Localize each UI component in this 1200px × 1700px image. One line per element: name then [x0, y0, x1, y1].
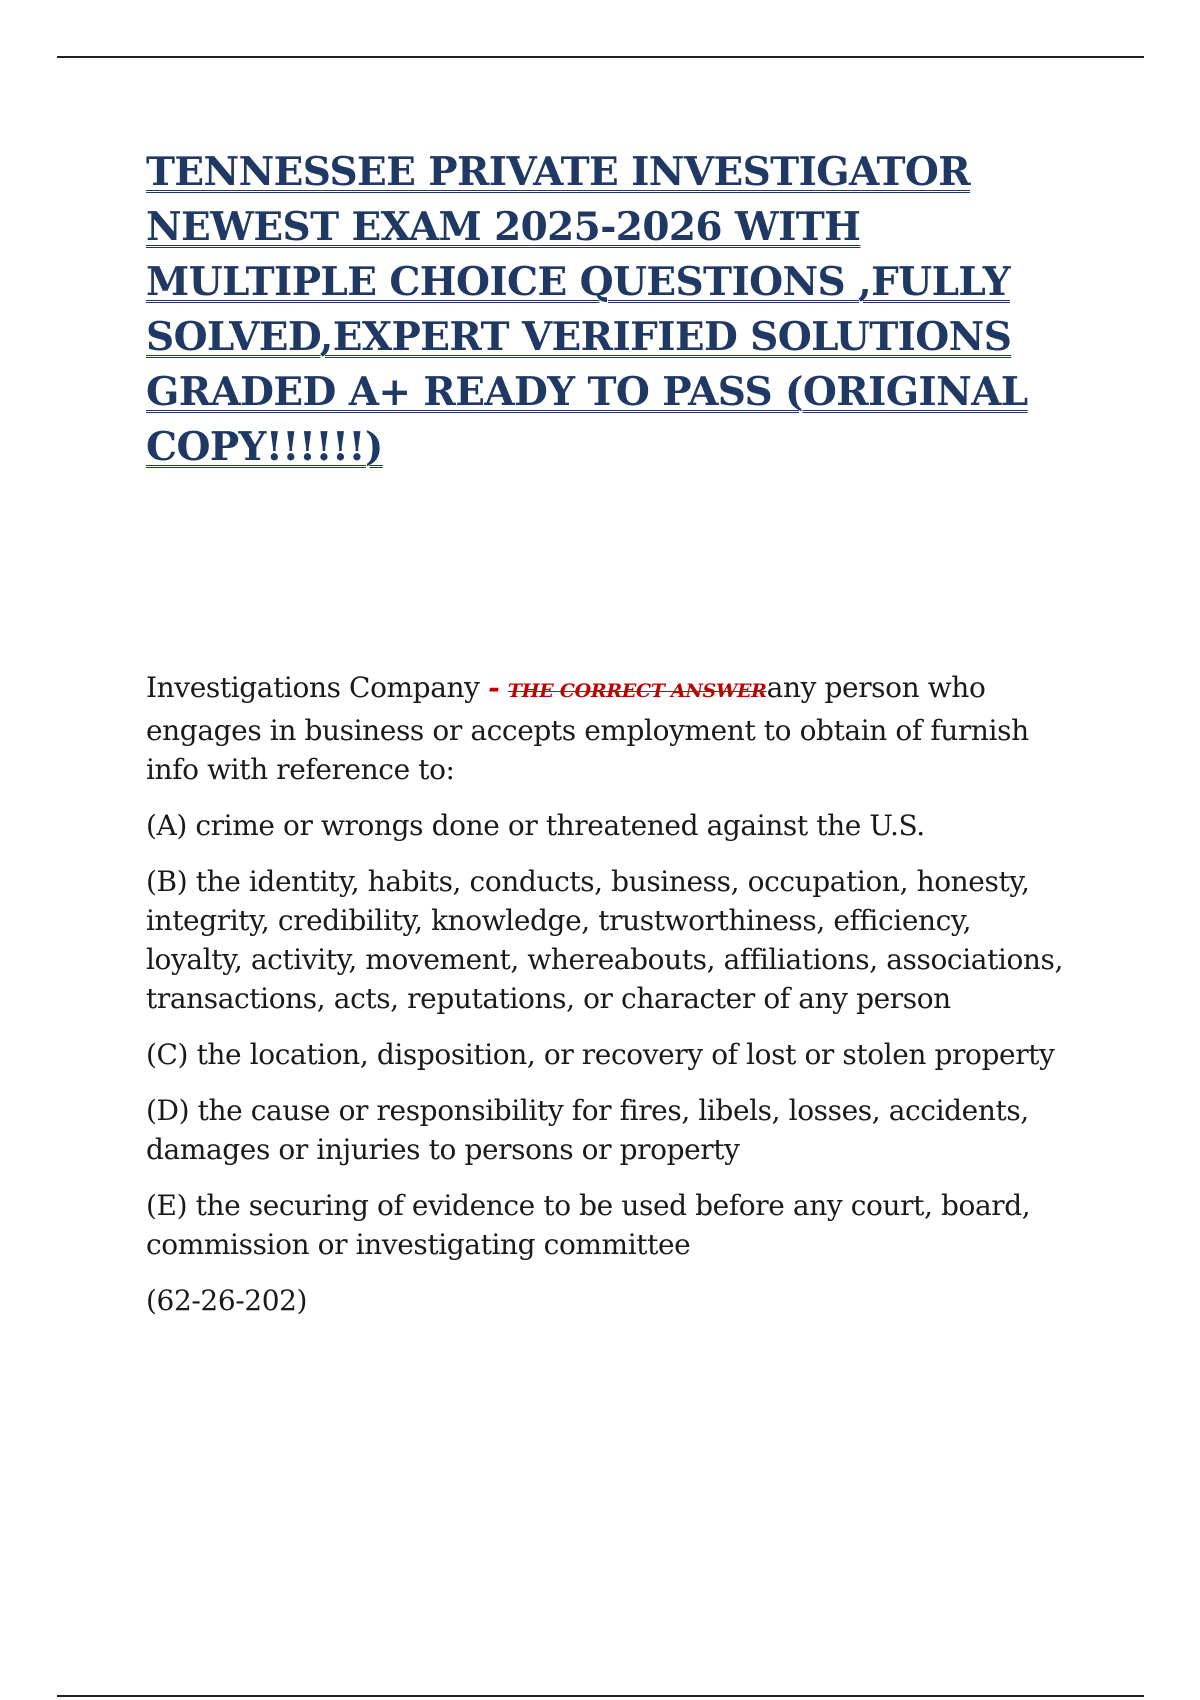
- list-item-c: (C) the location, disposition, or recovery of lost or stolen property: [146, 1038, 1055, 1071]
- question-definition: [146, 668, 1066, 789]
- document-title: TENNESSEE PRIVATE INVESTIGATOR NEWEST EXAM 2025-2026 WITH MULTIPLE CHOICE QUESTIONS ,FULLY SOLVED,EXPERT VERIFIED SOLUTIONS GRADED A+ READY TO PASS (ORIGINAL COPY!!!!!!): [146, 149, 1028, 470]
- question-block: [146, 668, 1066, 1337]
- bottom-divider: [57, 1695, 1144, 1697]
- list-item-d: (D) the cause or responsibility for fires, libels, losses, accidents, damages or injuries to persons or property: [146, 1094, 1029, 1166]
- answer-definition: any person who engages in business or accepts employment to obtain of furnish info with reference to:: [146, 671, 1029, 786]
- question-term: Investigations Company: [146, 671, 480, 704]
- correct-answer-label: THE CORRECT ANSWER: [507, 680, 767, 702]
- list-item-b: (B) the identity, habits, conducts, business, occupation, honesty, integrity, credibility, knowledge, trustworthiness, efficiency, loyalty, activity, movement, whereabouts, affiliations, associations, transactions, acts, reputations, or character of any person: [146, 865, 1064, 1015]
- list-item-a: (A) crime or wrongs done or threatened against the U.S.: [146, 809, 925, 842]
- top-divider: [57, 56, 1144, 58]
- statute-citation: (62-26-202): [146, 1284, 308, 1317]
- list-item-e: (E) the securing of evidence to be used before any court, board, commission or investigating committee: [146, 1189, 1031, 1261]
- answer-separator: -: [488, 671, 500, 704]
